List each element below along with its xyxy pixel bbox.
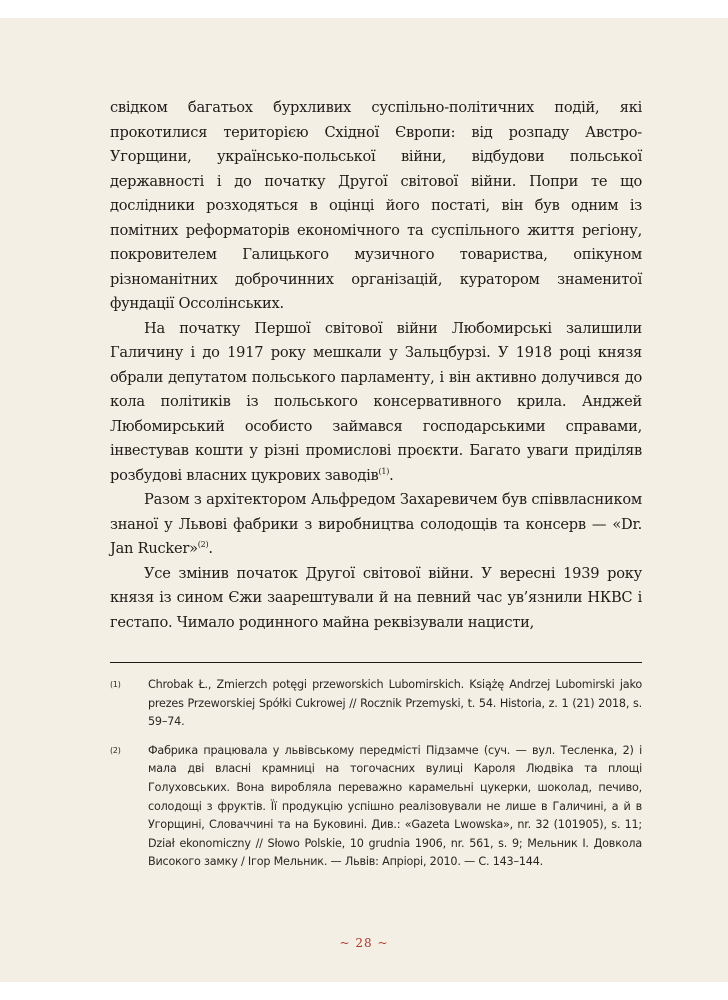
paragraph-3: Разом з архітектором Альфредом Захаревичем був співвласником знаної у Львові фабрики з виробництва солодощів та консерв — «Dr. Jan Rucker»$^{(2)}$. (110, 491, 642, 557)
page-number: ~ 28 ~ (339, 936, 389, 950)
main-text (110, 96, 642, 635)
footnote-text: Chrobak Ł., Zmierzch potęgi przeworskich Lubomirskich. Książę Andrzej Lubomirski jako prezes Przeworskiej Spółki Cukrowej // Rocznik Przemyski, t. 54. Historia, z. 1 (21) 2018, s. 59–74. (148, 678, 642, 729)
footnote-ref-2[interactable]: (2) (197, 540, 209, 550)
paragraph-4: Усе змінив початок Другої світової війни. У вересні 1939 року князя із сином Єжи заарештували й на певний час ув’язнили НКВС і гестапо. Чимало родинного майна реквізували нацисти, (110, 564, 642, 631)
paragraph-2: На початку Першої світової війни Любомирські залишили Галичину і до 1917 року мешкали у Зальцбурзі. У 1918 році князя обрали депутатом польського парламенту, і він активно долучився до кола політиків із польського консервативного крила. Анджей Любомирський особисто займався господарськими справами, інвестував кошти у різні промислові проєкти. Багато уваги приділяв розбудові власних цукрових заводів$^{(1)}$. (110, 319, 642, 484)
footnote-mark: (2) (110, 745, 121, 755)
footnote-divider (110, 662, 642, 663)
book-page (0, 18, 728, 982)
paragraph-1: свідком багатьох бурхливих суспільно-політичних подій, які прокотилися територією Східної Європи: від розпаду Австро-Угорщини, українсько-польської війни, відбудови польської державності і до початку Другої світової війни. Попри те що дослідники розходяться в оцінці його постаті, він був одним із помітних реформаторів економічного та суспільного життя регіону, покровителем Галицького музичного товариства, опікуном різноманітних доброчинних організацій, куратором знаменитої фундації Оссолінських. (110, 99, 642, 312)
footnote-1 (110, 676, 642, 732)
footnote-mark: (1) (110, 680, 121, 689)
footnote-2 (110, 742, 642, 872)
footnote-text: Фабрика працювала у львівському передмісті Підзамче (суч. — вул. Тесленка, 2) і мала дві власні крамниці на тогочасних вулиці Кароля Людвіка та площі Голуховських. Вона виробляла переважно карамельні цукерки, шоколад, печиво, солодощі з фруктів. Її продукцію успішно реалізовували не лише в Галичині, а й в Угорщині, Словаччині та на Буковині. Див.: «Gazeta Lwowska», nr. 32 (101905), s. 11; Dział ekonomiczny // Słowo Polskie, 10 grudnia 1906, nr. 561, s. 9; Мельник І. Довкола Високого замку / Ігор Мельник. — Львів: Апріорі, 2010. — С. 143–144. (148, 743, 642, 869)
footnote-ref-1[interactable]: (1) (378, 466, 390, 476)
footnotes (110, 676, 642, 882)
